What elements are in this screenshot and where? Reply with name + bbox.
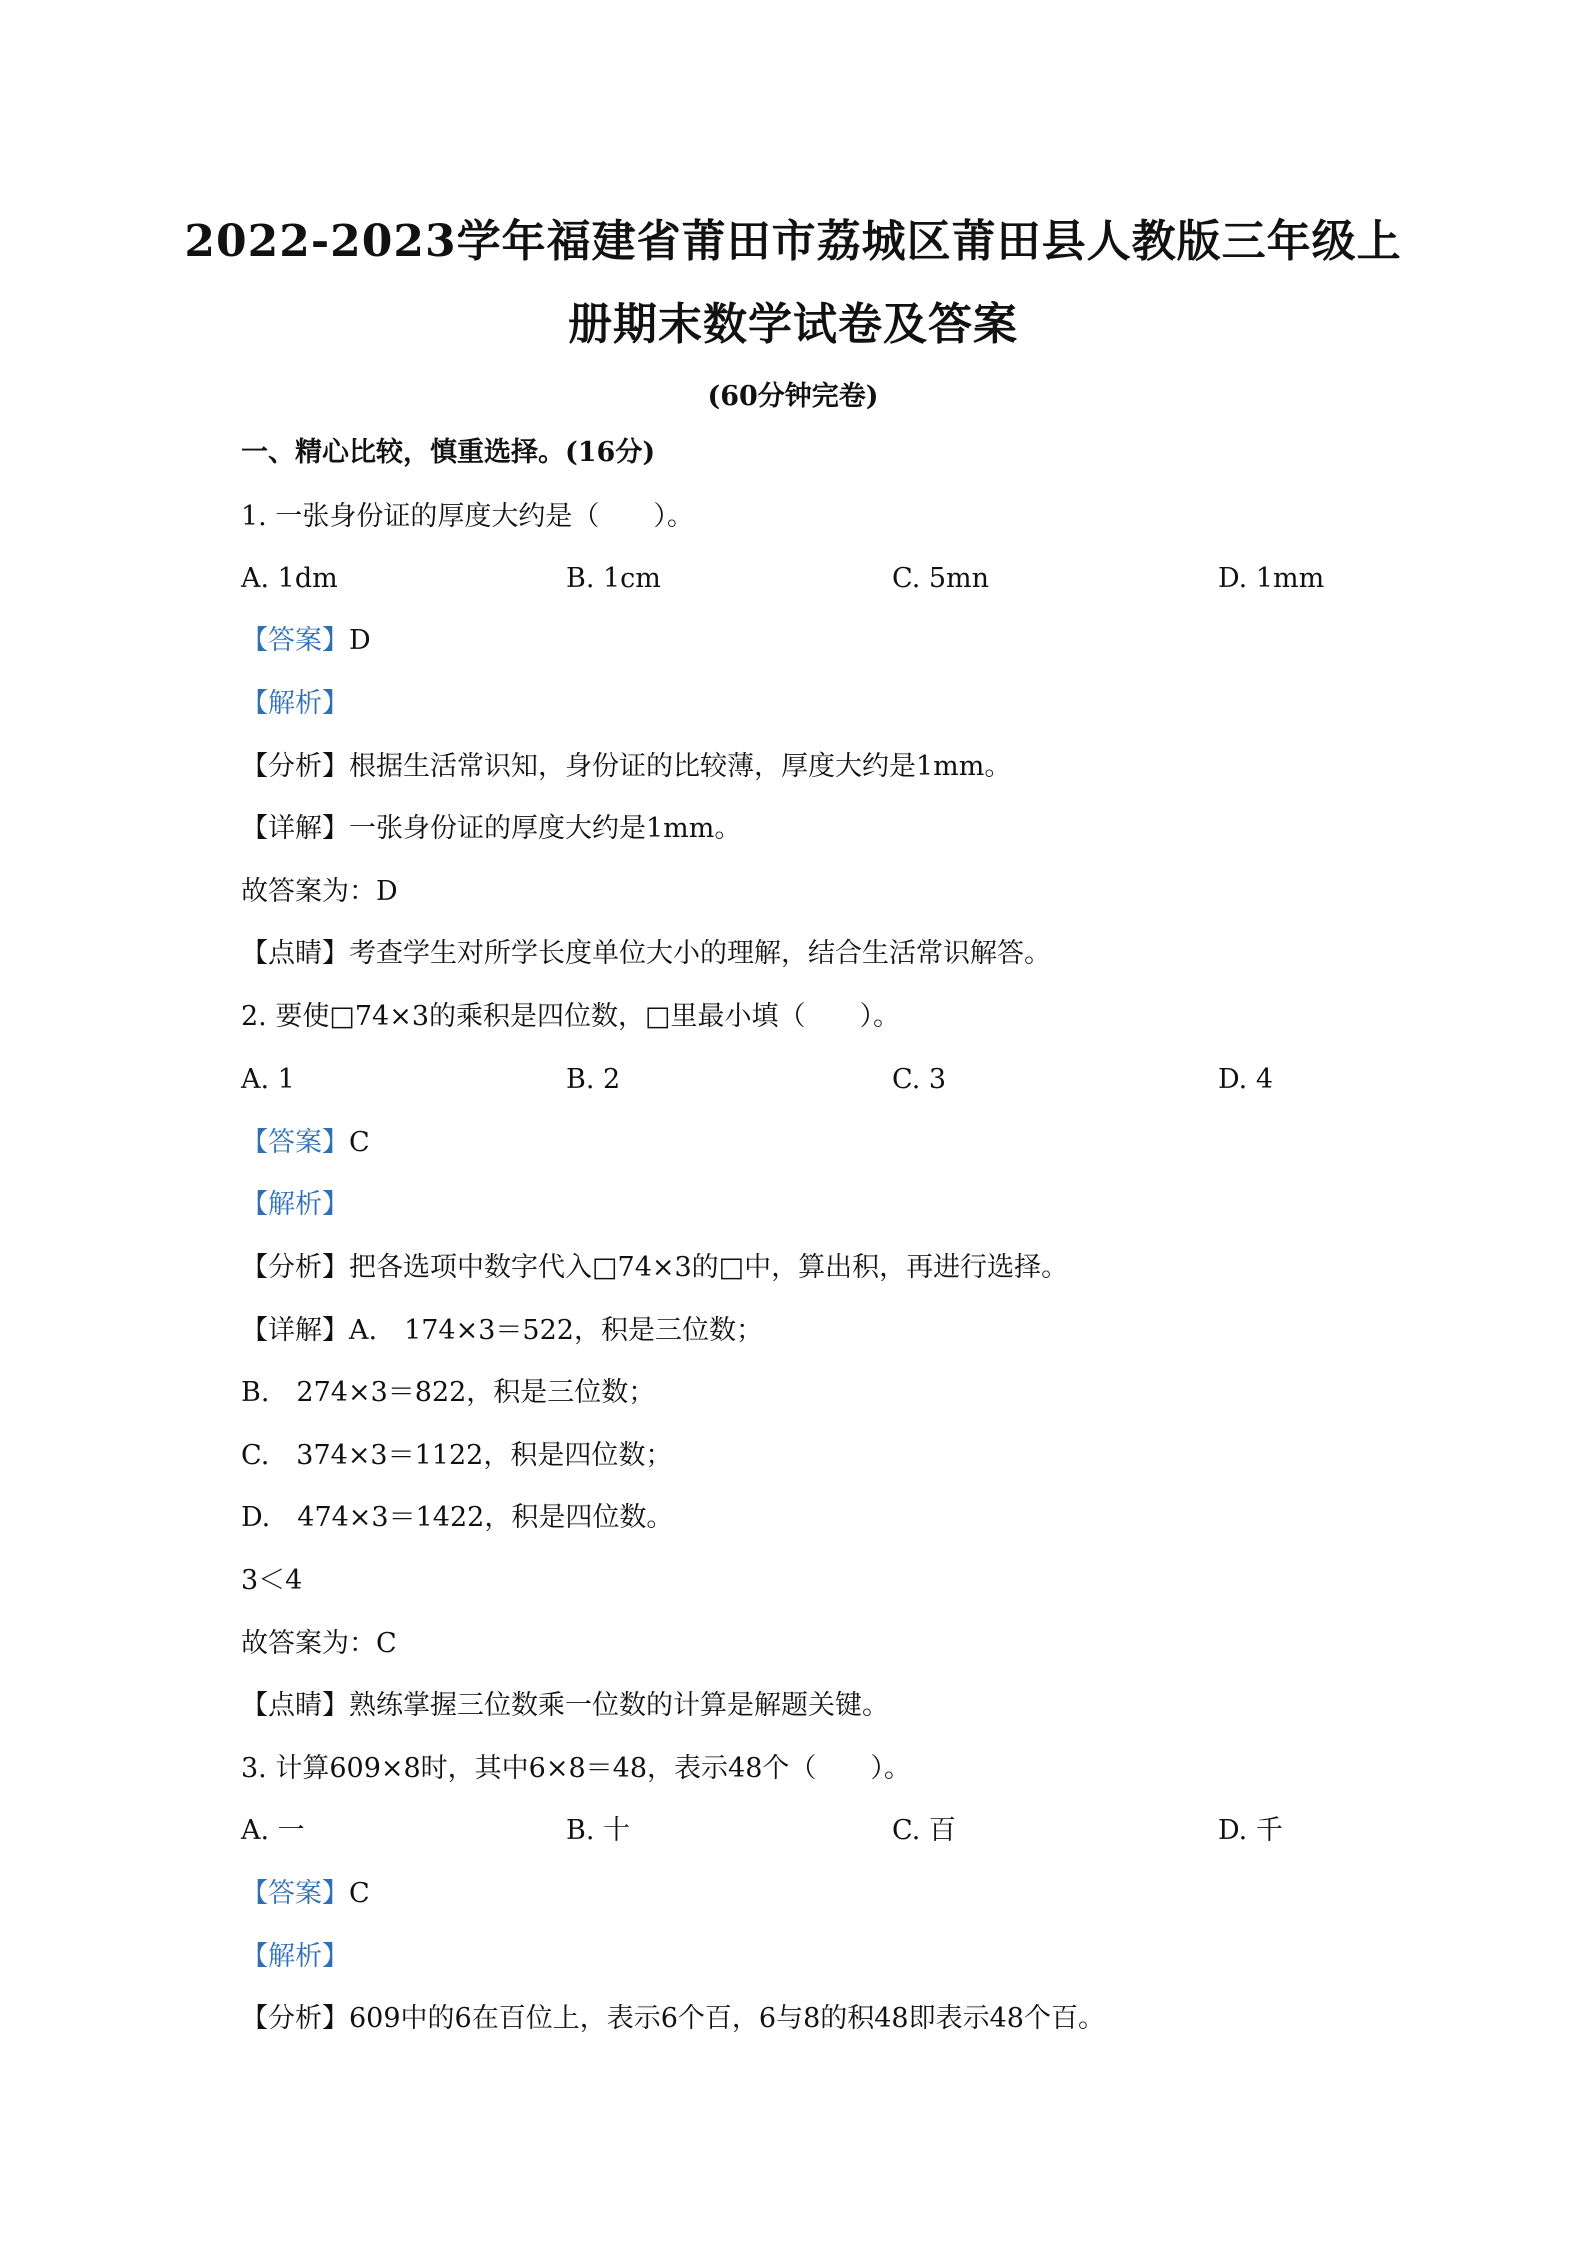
q2-answer [241, 1126, 370, 1160]
q2-detail-c: C. 374×3＝1122，积是四位数； [241, 1440, 673, 1471]
q2-comment [241, 1689, 889, 1723]
q1-comment [241, 937, 1051, 971]
answer-value: D [349, 625, 371, 656]
document-subtitle: (60分钟完卷) [707, 381, 879, 412]
analysis-text: 把各选项中数字代入□74×3的□中，算出积，再进行选择。 [349, 1252, 1069, 1283]
q1-option-a: A. 1dm [241, 563, 338, 594]
q1-final-answer: 故答案为：D [241, 876, 398, 907]
document-title-line-2: 册期末数学试卷及答案 [568, 299, 1018, 350]
answer-value: C [349, 1127, 370, 1158]
comment-text: 熟练掌握三位数乘一位数的计算是解题关键。 [349, 1690, 889, 1721]
q2-jiexi-label: 【解析】 [241, 1189, 349, 1220]
q2-detail [241, 1314, 763, 1348]
detail-label: 【详解】 [241, 1315, 349, 1346]
q1-option-c: C. 5mn [892, 563, 990, 594]
answer-label: 【答案】 [241, 1127, 349, 1158]
q1-option-d: D. 1mm [1218, 563, 1325, 594]
comment-label: 【点睛】 [241, 938, 349, 969]
detail-text: 一张身份证的厚度大约是1mm。 [349, 813, 742, 844]
q2-option-c: C. 3 [892, 1064, 947, 1095]
q2-analysis [241, 1251, 1068, 1285]
q3-jiexi-label: 【解析】 [241, 1941, 349, 1972]
q1-analysis [241, 750, 1011, 784]
q2-option-a: A. 1 [241, 1064, 295, 1095]
detail-text: A. 174×3＝522，积是三位数； [349, 1315, 763, 1346]
q2-option-b: B. 2 [566, 1064, 621, 1095]
q1-detail [241, 812, 741, 846]
comment-label: 【点睛】 [241, 1690, 349, 1721]
detail-label: 【详解】 [241, 813, 349, 844]
q1-stem: 1. 一张身份证的厚度大约是（ ）。 [241, 501, 694, 532]
answer-value: C [349, 1878, 370, 1909]
q3-answer [241, 1877, 370, 1911]
q3-option-d: D. 千 [1218, 1815, 1283, 1846]
analysis-label: 【分析】 [241, 1252, 349, 1283]
answer-label: 【答案】 [241, 625, 349, 656]
analysis-label: 【分析】 [241, 751, 349, 782]
answer-label: 【答案】 [241, 1878, 349, 1909]
q2-option-d: D. 4 [1218, 1064, 1274, 1095]
q1-option-b: B. 1cm [566, 563, 661, 594]
comment-text: 考查学生对所学长度单位大小的理解，结合生活常识解答。 [349, 938, 1051, 969]
document-title-line-1: 2022-2023学年福建省莆田市荔城区莆田县人教版三年级上 [184, 216, 1402, 267]
analysis-text: 609中的6在百位上，表示6个百，6与8的积48即表示48个百。 [349, 2003, 1105, 2034]
q2-detail-b: B. 274×3＝822，积是三位数； [241, 1377, 656, 1408]
q2-detail-d: D. 474×3＝1422，积是四位数。 [241, 1502, 674, 1533]
section-heading: 一、精心比较，慎重选择。(16分) [241, 437, 656, 468]
analysis-text: 根据生活常识知，身份证的比较薄，厚度大约是1mm。 [349, 751, 1012, 782]
q2-final-answer: 故答案为：C [241, 1628, 397, 1659]
q1-jiexi-label: 【解析】 [241, 688, 349, 719]
q3-option-a: A. 一 [241, 1815, 305, 1846]
q3-option-b: B. 十 [566, 1815, 631, 1846]
analysis-label: 【分析】 [241, 2003, 349, 2034]
q3-analysis [241, 2002, 1105, 2036]
q3-stem: 3. 计算609×8时，其中6×8＝48，表示48个（ ）。 [241, 1753, 911, 1784]
q2-compare: 3＜4 [241, 1565, 303, 1596]
q3-option-c: C. 百 [892, 1815, 956, 1846]
q2-stem: 2. 要使□74×3的乘积是四位数，□里最小填（ ）。 [241, 1001, 901, 1032]
q1-answer [241, 624, 371, 658]
